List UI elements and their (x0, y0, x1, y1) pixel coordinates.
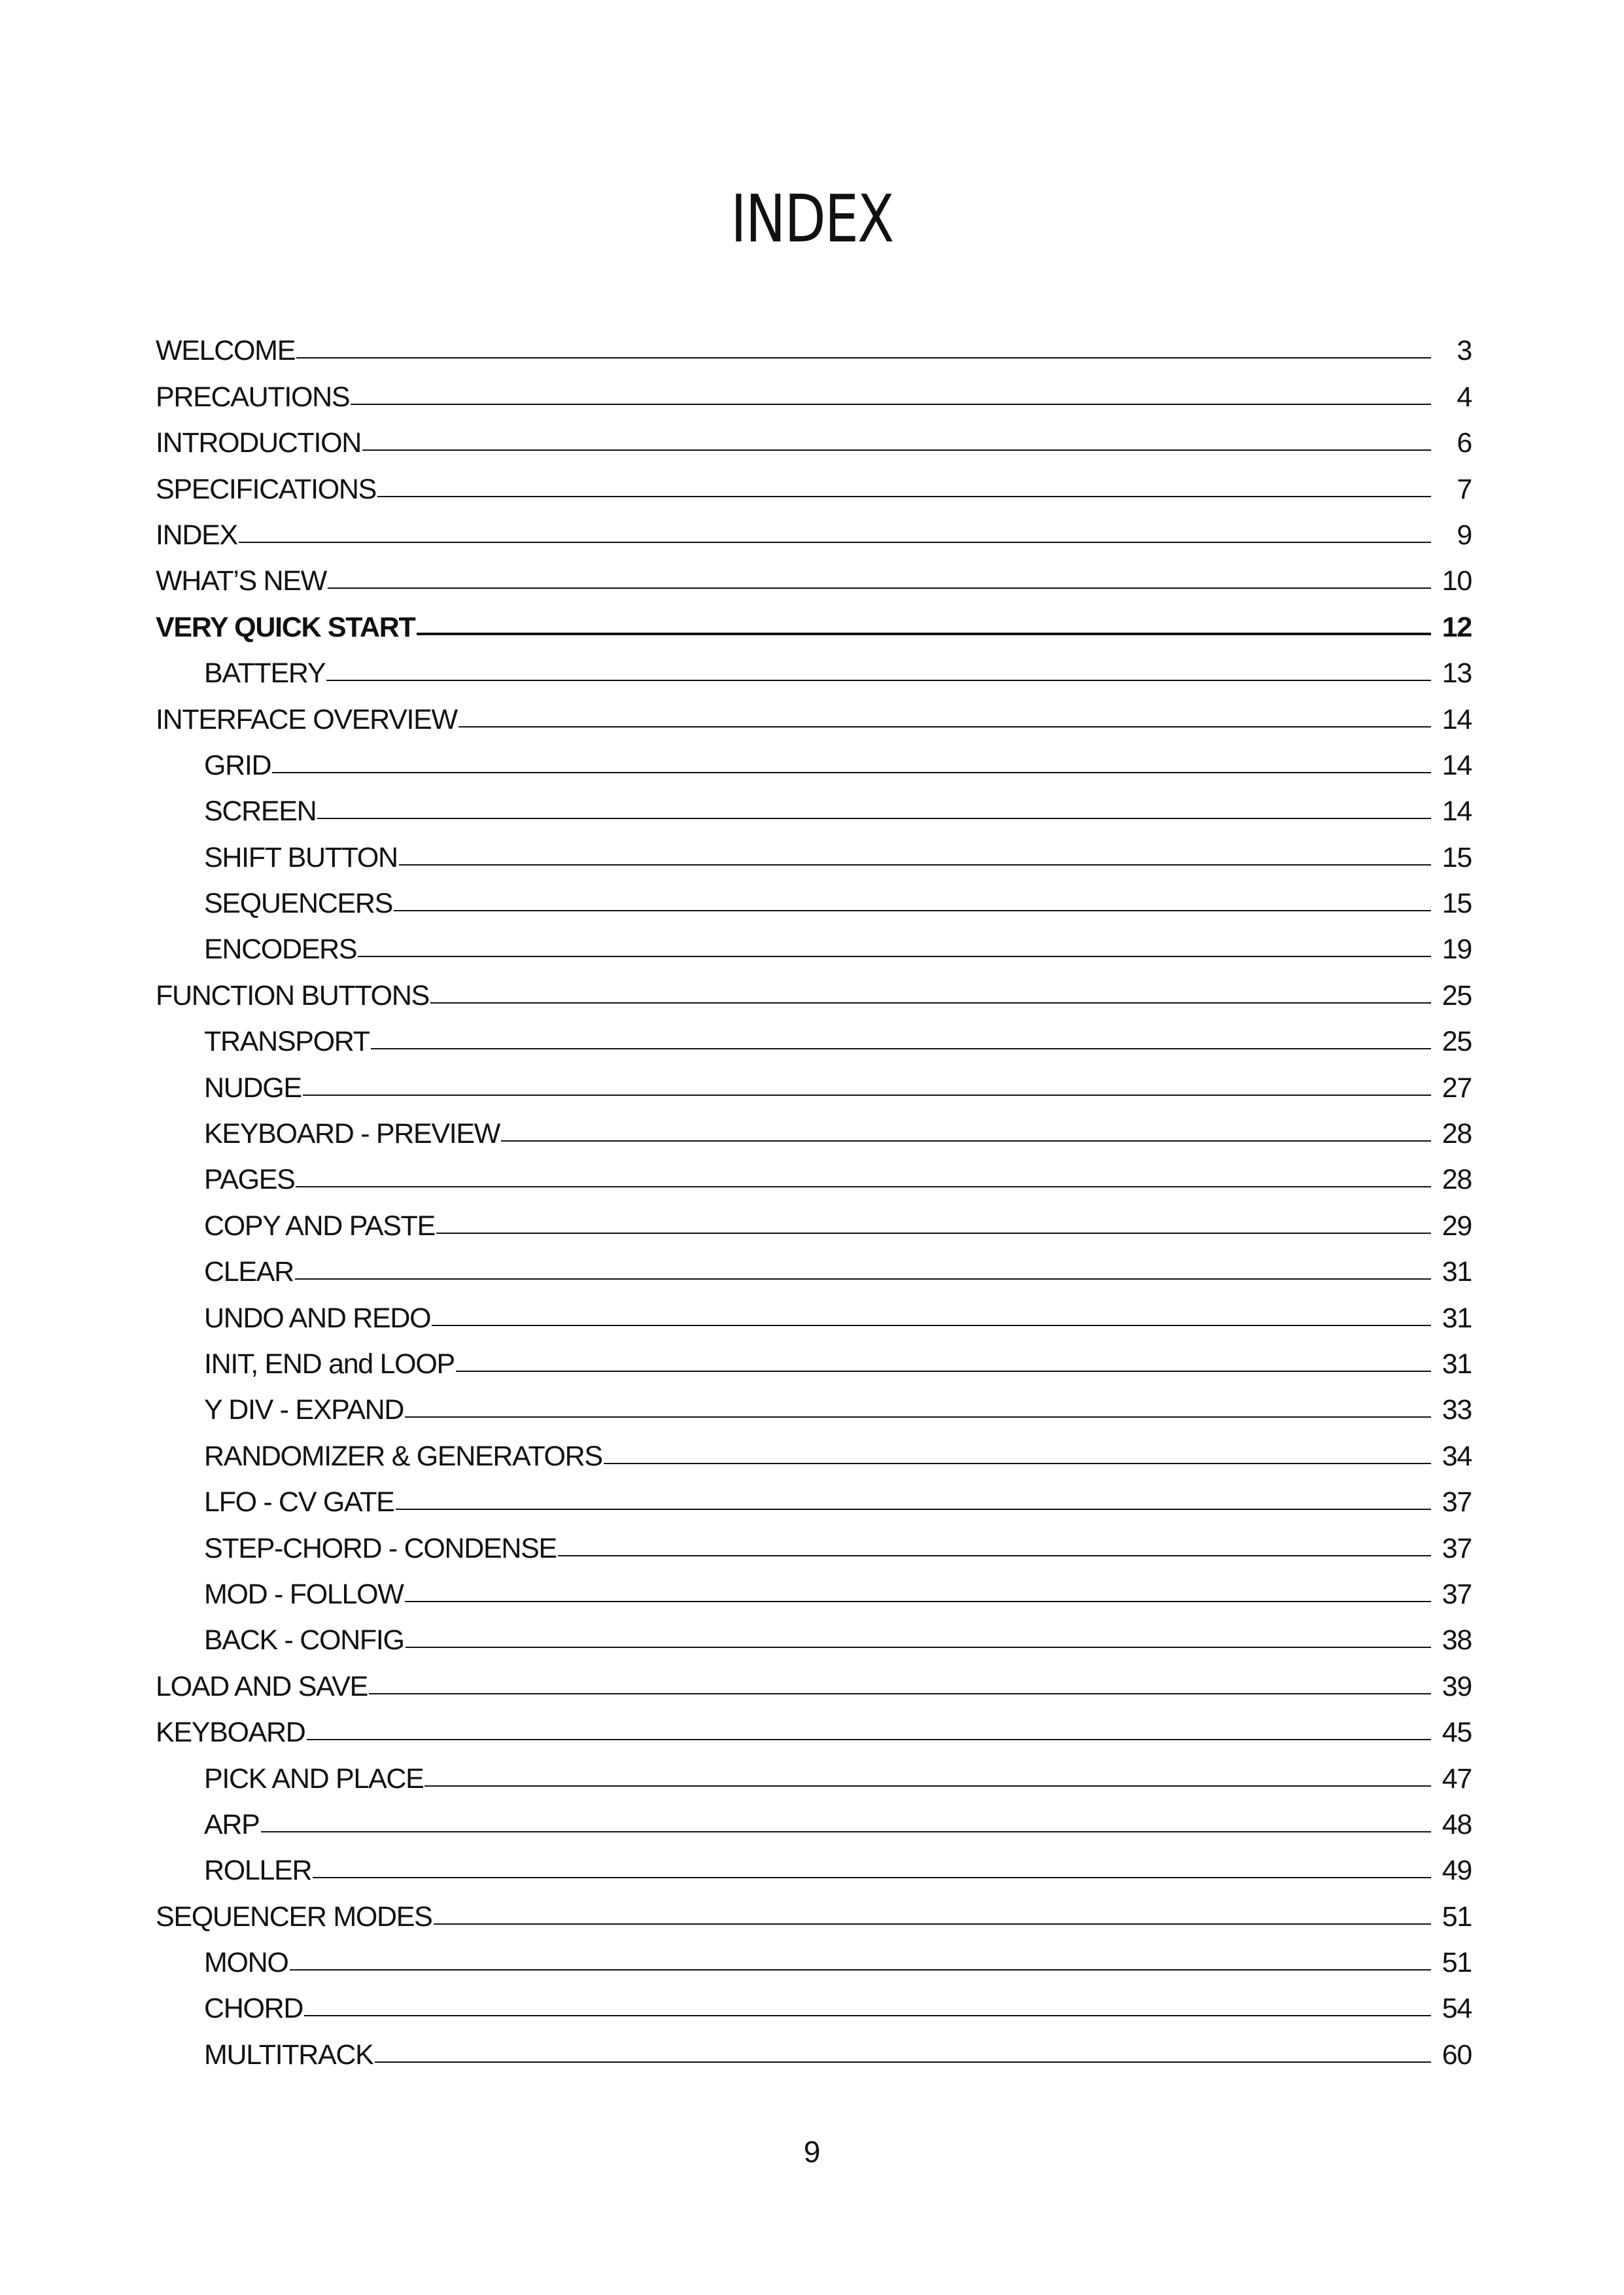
toc-entry-label: INIT, END and LOOP (204, 1348, 455, 1380)
toc-leader-line (303, 1095, 1431, 1096)
toc-entry-label: LOAD AND SAVE (156, 1670, 368, 1702)
toc-entry[interactable] (156, 873, 1472, 919)
toc-leader-line (313, 1877, 1431, 1878)
toc-leader-line (405, 1601, 1431, 1602)
toc-leader-line (375, 2061, 1431, 2063)
toc-entry-label: FUNCTION BUTTONS (156, 979, 429, 1011)
toc-leader-line (399, 864, 1431, 866)
toc-entry-label: LFO - CV GATE (204, 1486, 394, 1518)
toc-entry-page: 33 (1442, 1394, 1472, 1426)
toc-entry-page: 12 (1442, 611, 1472, 643)
toc-entry-page: 3 (1457, 335, 1472, 367)
toc-entry-page: 4 (1457, 381, 1472, 413)
toc-entry[interactable] (156, 366, 1472, 412)
toc-entry[interactable] (156, 827, 1472, 873)
toc-entry[interactable] (156, 1472, 1472, 1518)
toc-entry[interactable] (156, 321, 1472, 366)
toc-leader-line (405, 1416, 1431, 1418)
toc-entry[interactable] (156, 1933, 1472, 1978)
toc-entry-page: 31 (1442, 1348, 1472, 1380)
toc-entry[interactable] (156, 1380, 1472, 1426)
toc-entry-page: 15 (1442, 888, 1472, 920)
toc-leader-line (432, 1325, 1431, 1326)
toc-entry-label: INTRODUCTION (156, 427, 362, 459)
table-of-contents (156, 321, 1472, 2071)
toc-entry-page: 31 (1442, 1302, 1472, 1334)
toc-entry[interactable] (156, 551, 1472, 597)
toc-entry-page: 37 (1442, 1578, 1472, 1610)
toc-leader-line (430, 1002, 1431, 1004)
toc-leader-line (296, 357, 1431, 359)
toc-leader-line (296, 1186, 1431, 1187)
toc-entry[interactable] (156, 1334, 1472, 1380)
toc-leader-line (290, 1969, 1431, 1971)
toc-leader-line (358, 956, 1431, 957)
toc-entry-label: MOD - FOLLOW (204, 1578, 404, 1610)
toc-entry-page: 10 (1442, 565, 1472, 597)
toc-entry-page: 14 (1442, 749, 1472, 781)
toc-entry-label: SPECIFICATIONS (156, 473, 376, 505)
toc-entry[interactable] (156, 1149, 1472, 1195)
toc-leader-line (501, 1140, 1431, 1142)
toc-entry-page: 13 (1442, 657, 1472, 690)
toc-entry[interactable] (156, 2024, 1472, 2070)
toc-entry-page: 38 (1442, 1624, 1472, 1656)
toc-leader-line (424, 1785, 1431, 1787)
toc-entry-label: SEQUENCER MODES (156, 1901, 432, 1933)
toc-leader-line (377, 496, 1431, 497)
toc-entry-label: COPY AND PASTE (204, 1210, 435, 1242)
toc-entry-label: INDEX (156, 519, 237, 551)
toc-entry-label: SCREEN (204, 796, 317, 828)
toc-entry-label: MULTITRACK (204, 2039, 373, 2071)
toc-leader-line (456, 1371, 1431, 1372)
toc-entry-page: 47 (1442, 1762, 1472, 1795)
toc-entry-page: 9 (1457, 519, 1472, 551)
toc-entry-label: BACK - CONFIG (204, 1624, 404, 1656)
toc-entry-page: 51 (1442, 1901, 1472, 1933)
toc-leader-line (362, 449, 1431, 451)
toc-entry-page: 27 (1442, 1072, 1472, 1104)
toc-entry[interactable] (156, 1288, 1472, 1333)
toc-entry[interactable] (156, 1610, 1472, 1656)
toc-entry-page: 34 (1442, 1440, 1472, 1472)
toc-entry[interactable] (156, 689, 1472, 735)
toc-entry-page: 48 (1442, 1808, 1472, 1840)
toc-entry-label: SHIFT BUTTON (204, 841, 398, 873)
toc-entry[interactable] (156, 1886, 1472, 1932)
toc-entry[interactable] (156, 1748, 1472, 1794)
toc-entry[interactable] (156, 1702, 1472, 1748)
toc-entry-label: ROLLER (204, 1855, 312, 1887)
toc-entry[interactable] (156, 1104, 1472, 1149)
toc-leader-line (396, 1509, 1431, 1510)
toc-entry-label: UNDO AND REDO (204, 1302, 431, 1334)
toc-entry-page: 14 (1442, 703, 1472, 735)
toc-leader-line (304, 2015, 1431, 2016)
toc-entry-page: 37 (1442, 1532, 1472, 1564)
toc-entry[interactable] (156, 643, 1472, 689)
toc-entry[interactable] (156, 1564, 1472, 1610)
toc-entry-label: BATTERY (204, 657, 326, 690)
toc-leader-line (369, 1693, 1431, 1694)
toc-entry-label: CLEAR (204, 1256, 294, 1288)
toc-entry-label: RANDOMIZER & GENERATORS (204, 1440, 602, 1472)
toc-entry-label: GRID (204, 749, 271, 781)
toc-entry-label: ENCODERS (204, 934, 357, 966)
toc-entry-page: 6 (1457, 427, 1472, 459)
toc-entry-page: 45 (1442, 1717, 1472, 1749)
toc-leader-line (295, 1278, 1431, 1280)
toc-entry-page: 31 (1442, 1256, 1472, 1288)
toc-leader-line (351, 404, 1431, 405)
toc-entry-page: 28 (1442, 1164, 1472, 1196)
toc-leader-line (604, 1463, 1431, 1464)
toc-entry[interactable] (156, 505, 1472, 551)
toc-entry-page: 29 (1442, 1210, 1472, 1242)
toc-entry-label: MONO (204, 1947, 288, 1979)
toc-leader-line (317, 818, 1431, 819)
toc-leader-line (394, 910, 1431, 911)
toc-entry-label: KEYBOARD (156, 1717, 305, 1749)
toc-entry-label: PRECAUTIONS (156, 381, 350, 413)
toc-leader-line (326, 680, 1431, 681)
toc-entry-label: PICK AND PLACE (204, 1762, 424, 1795)
toc-entry-label: WELCOME (156, 335, 296, 367)
toc-entry-label: ARP (204, 1808, 260, 1840)
page-title: INDEX (731, 181, 893, 257)
toc-entry-label: NUDGE (204, 1072, 302, 1104)
toc-entry[interactable] (156, 781, 1472, 827)
toc-entry[interactable] (156, 1518, 1472, 1564)
toc-leader-line (239, 542, 1431, 543)
toc-entry[interactable] (156, 735, 1472, 781)
toc-entry[interactable] (156, 919, 1472, 965)
toc-leader-line (371, 1048, 1431, 1049)
toc-leader-line (434, 1923, 1431, 1925)
toc-entry[interactable] (156, 1057, 1472, 1103)
toc-leader-line (558, 1555, 1431, 1556)
toc-entry-page: 25 (1442, 1026, 1472, 1058)
toc-entry-label: Y DIV - EXPAND (204, 1394, 404, 1426)
toc-leader-line (406, 1647, 1431, 1648)
toc-entry-label: WHAT’S NEW (156, 565, 326, 597)
toc-entry[interactable] (156, 1656, 1472, 1702)
toc-entry-page: 51 (1442, 1947, 1472, 1979)
toc-entry-page: 7 (1457, 473, 1472, 505)
toc-leader-line (272, 772, 1431, 773)
toc-entry[interactable] (156, 1978, 1472, 2024)
toc-leader-line (436, 1233, 1431, 1234)
toc-entry[interactable] (156, 1242, 1472, 1288)
toc-leader-line (328, 587, 1431, 589)
toc-entry[interactable] (156, 1426, 1472, 1471)
toc-entry[interactable] (156, 1195, 1472, 1241)
toc-entry-label: INTERFACE OVERVIEW (156, 703, 457, 735)
toc-entry[interactable] (156, 459, 1472, 504)
toc-entry-page: 37 (1442, 1486, 1472, 1518)
toc-leader-line (261, 1831, 1431, 1832)
toc-leader-line (417, 633, 1432, 635)
toc-entry-page: 15 (1442, 841, 1472, 873)
toc-leader-line (307, 1739, 1431, 1740)
toc-entry-page: 25 (1442, 979, 1472, 1011)
page-number: 9 (803, 2135, 821, 2169)
toc-entry-page: 19 (1442, 934, 1472, 966)
toc-entry-label: PAGES (204, 1164, 295, 1196)
toc-entry[interactable] (156, 413, 1472, 459)
toc-entry[interactable] (156, 1795, 1472, 1840)
toc-leader-line (458, 726, 1431, 727)
toc-entry-label: KEYBOARD - PREVIEW (204, 1118, 500, 1150)
toc-entry-page: 14 (1442, 796, 1472, 828)
toc-entry-label: SEQUENCERS (204, 888, 393, 920)
toc-entry-page: 49 (1442, 1855, 1472, 1887)
toc-entry-label: VERY QUICK START (156, 611, 415, 643)
toc-entry-label: TRANSPORT (204, 1026, 370, 1058)
toc-entry-page: 54 (1442, 1993, 1472, 2025)
toc-entry-page: 39 (1442, 1670, 1472, 1702)
toc-entry-page: 28 (1442, 1118, 1472, 1150)
toc-entry[interactable] (156, 597, 1472, 642)
toc-entry[interactable] (156, 1840, 1472, 1886)
toc-entry[interactable] (156, 1011, 1472, 1057)
toc-entry[interactable] (156, 965, 1472, 1011)
toc-entry-page: 60 (1442, 2039, 1472, 2071)
toc-entry-label: CHORD (204, 1993, 303, 2025)
toc-entry-label: STEP-CHORD - CONDENSE (204, 1532, 557, 1564)
